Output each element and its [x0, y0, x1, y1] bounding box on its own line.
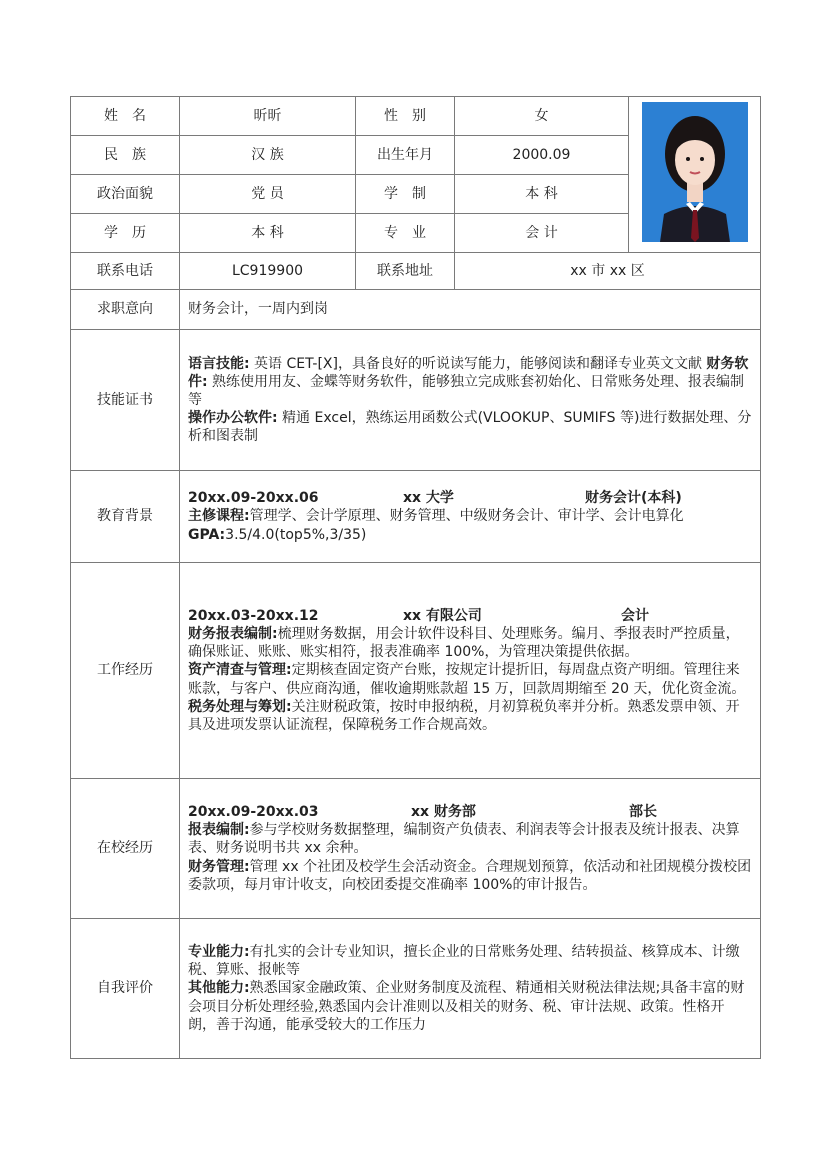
major-value: 会 计 — [455, 214, 629, 253]
campus-header — [188, 803, 752, 821]
system-value: 本 科 — [455, 175, 629, 214]
campus-item-text: 管理 xx 个社团及校学生会活动资金。合理规划预算，依活动和社团规模分拨校团委款项，每月审计收支，向校团委提交准确率 100%的审计报告。 — [188, 858, 752, 893]
self-label: 自我评价 — [71, 919, 180, 1059]
fin-software-text: 熟练使用用友、金蝶等财务软件，能够独立完成账套初始化、日常账务处理、报表编制等 — [188, 373, 745, 408]
self-content — [180, 919, 761, 1059]
photo-cell — [629, 97, 761, 253]
birth-value: 2000.09 — [455, 136, 629, 175]
political-value: 党 员 — [180, 175, 356, 214]
major-label: 专 业 — [356, 214, 455, 253]
campus-item-text: 参与学校财务数据整理，编制资产负债表、利润表等会计报表及统计报表、决算表、财务说明书共 xx 余种。 — [188, 822, 740, 857]
campus-item-title: 财务管理: — [188, 858, 250, 875]
work-item — [188, 661, 752, 697]
work-role: 会计 — [621, 607, 649, 624]
objective-value: 财务会计，一周内到岗 — [180, 290, 761, 330]
campus-role: 部长 — [629, 804, 657, 821]
self-item — [188, 943, 752, 979]
work-item — [188, 625, 752, 661]
work-item — [188, 698, 752, 734]
gpa-title: GPA: — [188, 526, 226, 543]
skills-label: 技能证书 — [71, 330, 180, 471]
campus-item-title: 报表编制: — [188, 822, 250, 839]
self-item-title: 其他能力: — [188, 980, 250, 997]
ethnicity-value: 汉 族 — [180, 136, 356, 175]
work-company: xx 有限公司 — [403, 607, 482, 624]
courses-text: 管理学、会计学原理、财务管理、中级财务会计、审计学、会计电算化 — [249, 508, 684, 525]
work-label: 工作经历 — [71, 563, 180, 779]
address-label: 联系地址 — [356, 253, 455, 290]
skills-content — [180, 330, 761, 471]
gpa-line — [188, 526, 752, 544]
education-content — [180, 471, 761, 563]
work-item-title: 财务报表编制: — [188, 626, 278, 643]
lang-skill-title: 语言技能: — [188, 355, 250, 372]
self-item-title: 专业能力: — [188, 944, 250, 961]
education-period: 20xx.09-20xx.06 — [188, 490, 319, 507]
education-major: 财务会计(本科) — [585, 490, 682, 507]
courses-title: 主修课程: — [188, 508, 250, 525]
campus-item — [188, 858, 752, 894]
address-value: xx 市 xx 区 — [455, 253, 761, 290]
row-campus — [71, 779, 761, 919]
row-education — [71, 471, 761, 563]
objective-label: 求职意向 — [71, 290, 180, 330]
name-label: 姓 名 — [71, 97, 180, 136]
office-skill-title: 操作办公软件: — [188, 410, 278, 427]
row-objective — [71, 290, 761, 330]
education-label: 教育背景 — [71, 471, 180, 563]
education-header — [188, 489, 752, 507]
work-item-title: 税务处理与筹划: — [188, 698, 292, 715]
courses-line — [188, 507, 752, 525]
profile-photo — [642, 102, 748, 242]
resume-sheet — [70, 96, 760, 1059]
work-content — [180, 563, 761, 779]
work-item-text: 定期核查固定资产台账，按规定计提折旧，每周盘点资产明细。管理往来账款，与客户、供应商沟通，催收逾期账款超 15 万，回款周期缩至 20 天，优化资金流。 — [188, 662, 746, 697]
office-skill-text: 精通 Excel，熟练运用函数公式(VLOOKUP、SUMIFS 等)进行数据处理、分析和图表制 — [188, 410, 752, 445]
self-item-text: 熟悉国家金融政策、企业财务制度及流程、精通相关财税法律法规;具备丰富的财会项目分析处理经验,熟悉国内会计准则以及相关的财务、税、审计法规、政策。性格开朗，善于沟通，能承受较大的工作压力 — [188, 980, 745, 1033]
work-item-text: 关注财税政策，按时申报纳税，月初算税负率并分析。熟悉发票申领、开具及进项发票认证流程，保障税务工作合规高效。 — [188, 698, 740, 733]
system-label: 学 制 — [356, 175, 455, 214]
gpa-text: 3.5/4.0(top5%,3/35) — [225, 526, 367, 543]
phone-value: LC919900 — [180, 253, 356, 290]
campus-org: xx 财务部 — [411, 804, 476, 821]
campus-period: 20xx.09-20xx.03 — [188, 804, 319, 821]
campus-label: 在校经历 — [71, 779, 180, 919]
degree-label: 学 历 — [71, 214, 180, 253]
work-header — [188, 607, 752, 625]
name-value: 昕昕 — [180, 97, 356, 136]
campus-content — [180, 779, 761, 919]
fin-software-title: 财务软件: — [188, 355, 749, 390]
gender-label: 性 别 — [356, 97, 455, 136]
work-item-text: 梳理财务数据，用会计软件设科目、处理账务。编月、季报表时严控质量，确保账证、账账、账实相符，报表准确率 100%，为管理决策提供依据。 — [188, 626, 740, 661]
row-self — [71, 919, 761, 1059]
row-work — [71, 563, 761, 779]
campus-item — [188, 821, 752, 857]
work-item-title: 资产清查与管理: — [188, 662, 292, 679]
row-contact — [71, 253, 761, 290]
political-label: 政治面貌 — [71, 175, 180, 214]
row-name — [71, 97, 761, 136]
office-skill-paragraph — [188, 409, 752, 445]
ethnicity-label: 民 族 — [71, 136, 180, 175]
education-school: xx 大学 — [403, 490, 454, 507]
self-item — [188, 979, 752, 1034]
degree-value: 本 科 — [180, 214, 356, 253]
row-skills — [71, 330, 761, 471]
phone-label: 联系电话 — [71, 253, 180, 290]
work-period: 20xx.03-20xx.12 — [188, 607, 319, 624]
resume-table — [70, 96, 761, 1059]
portrait-image — [642, 102, 748, 242]
birth-label: 出生年月 — [356, 136, 455, 175]
self-item-text: 有扎实的会计专业知识，擅长企业的日常账务处理、结转损益、核算成本、计缴税、算账、报帐等 — [188, 944, 740, 979]
skills-paragraph — [188, 355, 752, 410]
lang-skill-text: 英语 CET-[X]，具备良好的听说读写能力，能够阅读和翻译专业英文文献 — [249, 355, 707, 372]
gender-value: 女 — [455, 97, 629, 136]
